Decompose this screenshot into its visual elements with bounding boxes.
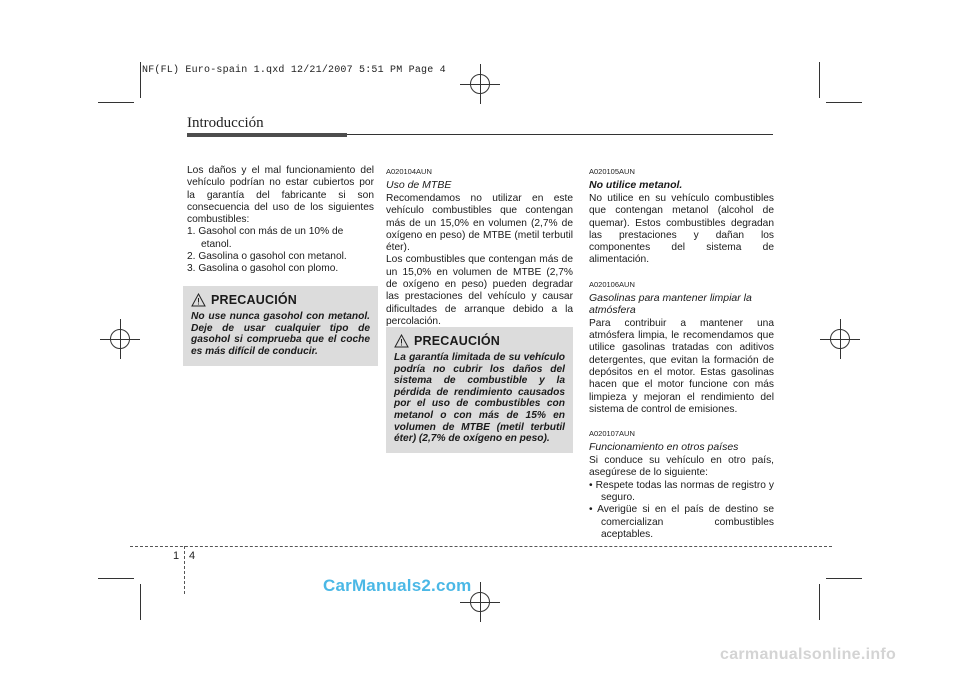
list-item: 2. Gasolina o gasohol con metanol. [187, 251, 347, 263]
print-slug: NF(FL) Euro-spain 1.qxd 12/21/2007 5:51 PM Page 4 [142, 65, 446, 76]
section-heading: Gasolinas para mantener limpiar la atmósfera [589, 291, 752, 316]
column-2 [386, 167, 573, 328]
footer-divider [184, 546, 185, 594]
page-number: 4 [189, 550, 196, 562]
watermark-site[interactable]: carmanualsonline.info [720, 646, 897, 663]
section-heading: Funcionamiento en otros países [589, 441, 739, 454]
list-item: • Respete todas las normas de registro y seguro. [589, 479, 774, 504]
section-title: Introducción [187, 115, 264, 131]
crop-mark [826, 102, 862, 103]
crop-mark [140, 62, 141, 98]
crop-mark [819, 584, 820, 620]
column-3 [589, 167, 774, 541]
registration-mark-top [460, 64, 500, 104]
warning-icon [394, 334, 409, 348]
list-item: • Averigüe si en el país de destino se comercializan combustibles aceptables. [589, 504, 774, 540]
list-item: 3. Gasolina o gasohol con plomo. [187, 263, 339, 275]
warning-icon [191, 293, 206, 307]
section-code: A020105AUN [589, 167, 635, 176]
title-bar [187, 133, 347, 137]
caution-title: PRECAUCIÓN [414, 334, 501, 348]
caution-box-2 [386, 327, 573, 453]
caution-text: La garantía limitada de su vehículo podría no cubrir los daños del sistema de combustible y la pérdida de rendimiento causados por el uso de combustibles con metanol o con más de 15% en volumen de MTBE (metil terbutil éter) (2,7% de oxígeno en peso). [394, 352, 565, 445]
intro-paragraph: Los daños y el mal funcionamiento del vehículo podrían no estar cubiertos por la garantía del fabricante si son consecuencia del uso de los siguientes combustibles: [187, 165, 374, 226]
crop-mark [98, 102, 134, 103]
crop-mark [98, 578, 134, 579]
footer-rule [130, 546, 832, 547]
caution-title: PRECAUCIÓN [211, 293, 298, 307]
body-paragraph: Para contribuir a mantener una atmósfera limpia, le recomendamos que utilice gasolinas tratadas con aditivos detergentes, que evitan la formación de depósitos en el motor. Estas gasolinas hacen que el motor funcione con más limpieza y mejoran el rendimiento del sistema de control de emisiones. [589, 317, 774, 415]
body-paragraph: Recomendamos no utilizar en este vehículo combustibles que contengan más de un 15,0% en volumen (2,7% de oxígeno en peso) de MTBE (metil terbutil éter). [386, 193, 573, 254]
section-code: A020106AUN [589, 279, 635, 289]
section-heading: No utilice metanol. [589, 179, 683, 191]
crop-mark [140, 584, 141, 620]
crop-mark [819, 62, 820, 98]
caution-text: No use nunca gasohol con metanol. Deje de usar cualquier tipo de gasohol si comprueba que el coche es más difícil de conducir. [191, 311, 370, 357]
column-1 [187, 165, 374, 276]
list-item: 1. Gasohol con más de un 10% de etanol. [187, 226, 344, 250]
body-paragraph: Los combustibles que contengan más de un 15,0% en volumen de MTBE (2,7% de oxígeno en peso) pueden degradar las prestaciones del vehículo y causar dificultades de arranque debido a la percolación. [386, 254, 573, 327]
section-code: A020107AUN [589, 429, 635, 439]
body-paragraph: No utilice en su vehículo combustibles que contengan metanol (alcohol de quemar). Estos combustibles degradan las prestaciones y dañan los componentes del sistema de alimentación. [589, 193, 774, 266]
registration-mark-right [820, 319, 860, 359]
title-rule [347, 134, 773, 135]
caution-box-1 [183, 286, 378, 366]
registration-mark-left [100, 319, 140, 359]
chapter-number: 1 [173, 550, 180, 562]
crop-mark [826, 578, 862, 579]
section-code: A020104AUN [386, 167, 432, 176]
body-paragraph: Si conduce su vehículo en otro país, asegúrese de lo siguiente: [589, 455, 774, 479]
section-heading: Uso de MTBE [386, 179, 452, 191]
watermark-carmanuals[interactable]: CarManuals2.com [323, 576, 472, 595]
